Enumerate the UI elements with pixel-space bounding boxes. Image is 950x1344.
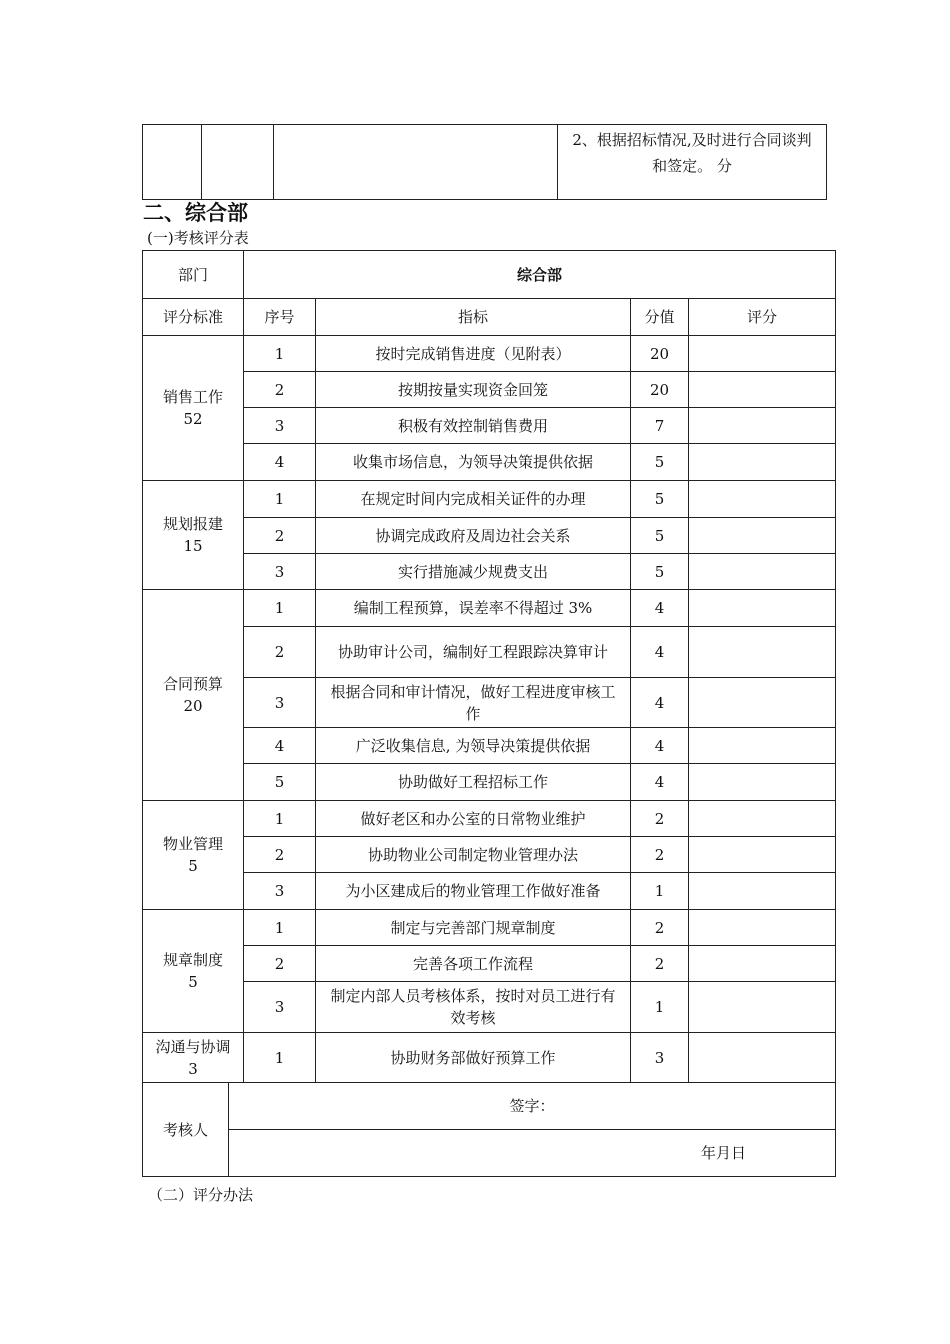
item-score-value: 1 — [631, 873, 689, 910]
fragment-text: 2、根据招标情况,及时进行合同谈判和签定。 分 — [558, 125, 827, 200]
item-indicator: 在规定时间内完成相关证件的办理 — [316, 481, 631, 518]
signature-field[interactable]: 签字： — [229, 1083, 836, 1130]
item-rating-cell[interactable] — [689, 910, 836, 946]
table-row — [143, 1033, 836, 1083]
item-rating-cell[interactable] — [689, 372, 836, 408]
item-score-value: 5 — [631, 481, 689, 518]
column-header: 评分标准 — [143, 299, 244, 336]
category-total: 15 — [183, 537, 203, 555]
table-row — [143, 518, 836, 554]
item-number: 1 — [244, 1033, 316, 1083]
table-row — [143, 554, 836, 590]
category-total: 20 — [183, 697, 203, 715]
item-rating-cell[interactable] — [689, 627, 836, 678]
category-name: 物业管理 — [163, 835, 224, 853]
item-rating-cell[interactable] — [689, 982, 836, 1033]
category-cell — [143, 590, 244, 801]
table-row — [143, 1083, 836, 1130]
table-row — [143, 299, 836, 336]
item-rating-cell[interactable] — [689, 873, 836, 910]
table-row — [143, 1130, 836, 1177]
item-rating-cell[interactable] — [689, 518, 836, 554]
item-number: 4 — [244, 444, 316, 481]
item-number: 4 — [244, 728, 316, 764]
table-row — [143, 801, 836, 837]
table-row — [143, 444, 836, 481]
item-number: 1 — [244, 336, 316, 372]
item-number: 2 — [244, 837, 316, 873]
table-row — [143, 590, 836, 627]
table-row — [143, 627, 836, 678]
item-number: 3 — [244, 678, 316, 728]
category-cell — [143, 801, 244, 910]
item-number: 1 — [244, 590, 316, 627]
dept-value: 综合部 — [244, 251, 836, 299]
item-indicator: 按时完成销售进度（见附表） — [316, 336, 631, 372]
item-rating-cell[interactable] — [689, 444, 836, 481]
table-row — [143, 408, 836, 444]
item-score-value: 4 — [631, 627, 689, 678]
category-total: 5 — [188, 857, 198, 875]
column-header: 评分 — [689, 299, 836, 336]
item-indicator: 完善各项工作流程 — [316, 946, 631, 982]
category-cell — [143, 336, 244, 481]
item-number: 3 — [244, 982, 316, 1033]
section-subheading: (一)考核评分表 — [147, 229, 249, 247]
item-rating-cell[interactable] — [689, 764, 836, 801]
dept-label: 部门 — [143, 251, 244, 299]
item-indicator: 制定与完善部门规章制度 — [316, 910, 631, 946]
table-row — [143, 728, 836, 764]
category-total: 3 — [188, 1059, 198, 1078]
item-score-value: 2 — [631, 946, 689, 982]
table-row — [143, 873, 836, 910]
item-rating-cell[interactable] — [689, 678, 836, 728]
item-score-value: 4 — [631, 764, 689, 801]
item-score-value: 1 — [631, 982, 689, 1033]
item-indicator: 编制工程预算，误差率不得超过 3% — [316, 590, 631, 627]
table-row — [143, 946, 836, 982]
column-header: 序号 — [244, 299, 316, 336]
table-row — [143, 982, 836, 1033]
date-field[interactable]: 年月日 — [229, 1130, 836, 1177]
table-row — [143, 678, 836, 728]
item-rating-cell[interactable] — [689, 554, 836, 590]
item-number: 2 — [244, 627, 316, 678]
item-indicator: 收集市场信息，为领导决策提供依据 — [316, 444, 631, 481]
item-indicator: 积极有效控制销售费用 — [316, 408, 631, 444]
item-indicator: 按期按量实现资金回笼 — [316, 372, 631, 408]
item-indicator: 广泛收集信息, 为领导决策提供依据 — [316, 728, 631, 764]
reviewer-label: 考核人 — [143, 1083, 229, 1177]
item-number: 2 — [244, 946, 316, 982]
item-number: 1 — [244, 910, 316, 946]
item-rating-cell[interactable] — [689, 946, 836, 982]
item-score-value: 2 — [631, 801, 689, 837]
category-name: 销售工作 — [163, 388, 224, 406]
item-number: 1 — [244, 801, 316, 837]
score-table — [142, 250, 836, 1177]
empty-cell — [202, 125, 274, 200]
category-name: 合同预算 — [163, 675, 224, 693]
item-score-value: 4 — [631, 728, 689, 764]
item-score-value: 2 — [631, 837, 689, 873]
empty-cell — [274, 125, 558, 200]
category-cell — [143, 910, 244, 1033]
column-header: 指标 — [316, 299, 631, 336]
item-rating-cell[interactable] — [689, 590, 836, 627]
section-heading: 二、综合部 — [143, 200, 248, 225]
item-number: 2 — [244, 518, 316, 554]
item-score-value: 2 — [631, 910, 689, 946]
item-number: 3 — [244, 554, 316, 590]
category-name: 规划报建 — [163, 515, 224, 533]
item-indicator: 协助做好工程招标工作 — [316, 764, 631, 801]
table-row — [143, 481, 836, 518]
category-total: 5 — [188, 973, 198, 991]
item-rating-cell[interactable] — [689, 336, 836, 372]
category-name: 规章制度 — [163, 951, 224, 969]
item-indicator: 实行措施减少规费支出 — [316, 554, 631, 590]
table-row — [143, 372, 836, 408]
item-indicator: 根据合同和审计情况，做好工程进度审核工作 — [316, 678, 631, 728]
item-number: 5 — [244, 764, 316, 801]
item-rating-cell[interactable] — [689, 408, 836, 444]
item-rating-cell[interactable] — [689, 801, 836, 837]
item-score-value: 20 — [631, 336, 689, 372]
table-row — [143, 251, 836, 299]
item-indicator: 制定内部人员考核体系，按时对员工进行有效考核 — [316, 982, 631, 1033]
category-cell — [143, 481, 244, 590]
item-indicator: 协调完成政府及周边社会关系 — [316, 518, 631, 554]
table-row — [143, 764, 836, 801]
item-rating-cell[interactable] — [689, 728, 836, 764]
item-score-value: 7 — [631, 408, 689, 444]
item-rating-cell[interactable] — [689, 837, 836, 873]
category-name: 沟通与协调 — [155, 1037, 231, 1056]
item-score-value: 3 — [631, 1033, 689, 1083]
scoring-method-heading: （二）评分办法 — [148, 1186, 254, 1204]
item-indicator: 做好老区和办公室的日常物业维护 — [316, 801, 631, 837]
previous-table-fragment — [142, 124, 827, 200]
item-indicator: 为小区建成后的物业管理工作做好准备 — [316, 873, 631, 910]
item-score-value: 5 — [631, 444, 689, 481]
item-number: 2 — [244, 372, 316, 408]
item-rating-cell[interactable] — [689, 481, 836, 518]
item-rating-cell[interactable] — [689, 1033, 836, 1083]
item-score-value: 5 — [631, 554, 689, 590]
item-score-value: 20 — [631, 372, 689, 408]
item-score-value: 5 — [631, 518, 689, 554]
column-header: 分值 — [631, 299, 689, 336]
category-total: 52 — [183, 410, 203, 428]
item-number: 1 — [244, 481, 316, 518]
item-indicator: 协助审计公司，编制好工程跟踪决算审计 — [316, 627, 631, 678]
item-indicator: 协助物业公司制定物业管理办法 — [316, 837, 631, 873]
item-score-value: 4 — [631, 590, 689, 627]
table-row — [143, 837, 836, 873]
item-number: 3 — [244, 408, 316, 444]
table-row — [143, 910, 836, 946]
item-number: 3 — [244, 873, 316, 910]
item-indicator: 协助财务部做好预算工作 — [316, 1033, 631, 1083]
item-score-value: 4 — [631, 678, 689, 728]
category-cell — [143, 1033, 244, 1083]
empty-cell — [143, 125, 202, 200]
table-row — [143, 336, 836, 372]
